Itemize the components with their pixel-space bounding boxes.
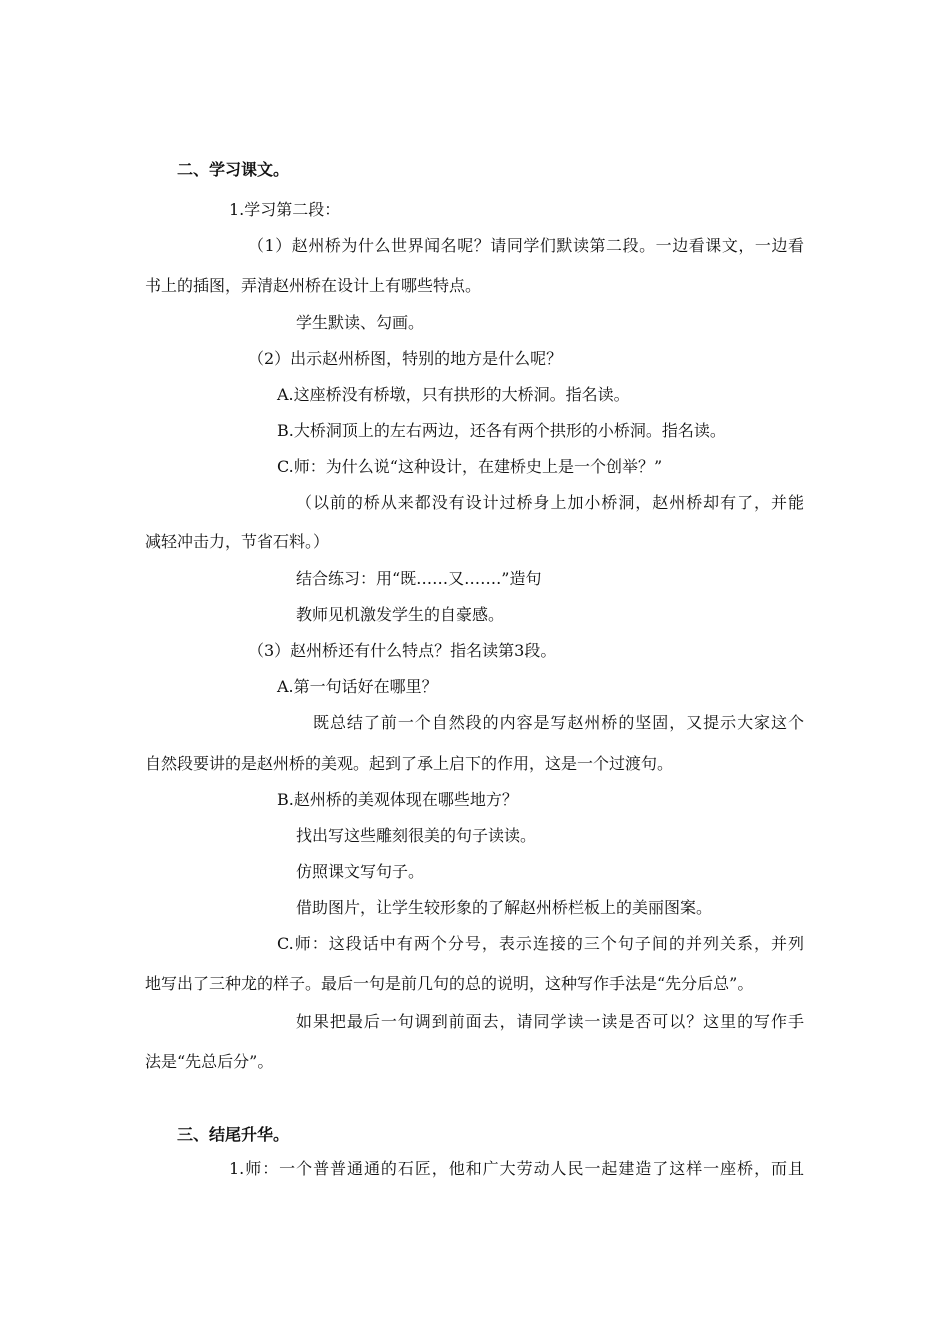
question-2-point-a: A.这座桥没有桥墩，只有拱形的大桥洞。指名读。 — [277, 385, 630, 404]
section-3-item-1-line-1: 1.师：一个普普通通的石匠，他和广大劳动人民一起建造了这样一座桥，而且 — [229, 1159, 804, 1178]
item-1-title: 1.学习第二段： — [229, 200, 341, 219]
question-3-point-b: B.赵州桥的美观体现在哪些地方？ — [277, 790, 518, 809]
question-3-point-a: A.第一句话好在哪里？ — [277, 677, 438, 696]
question-2: （2）出示赵州桥图，特别的地方是什么呢？ — [248, 349, 563, 368]
question-3-b-task-3: 借助图片，让学生较形象的了解赵州桥栏板上的美丽图案。 — [296, 898, 713, 917]
question-3-b-task-1: 找出写这些雕刻很美的句子读读。 — [296, 826, 537, 845]
question-3-b-task-2: 仿照课文写句子。 — [296, 862, 425, 881]
section-2-heading: 二、学习课文。 — [177, 160, 290, 179]
question-1-line-2: 书上的插图，弄清赵州桥在设计上有哪些特点。 — [145, 276, 482, 295]
question-3: （3）赵州桥还有什么特点？指名读第3段。 — [248, 641, 557, 660]
practice-exercise: 结合练习：用“既……又…….”造句 — [296, 569, 542, 588]
question-1-activity: 学生默读、勾画。 — [296, 313, 425, 332]
question-3-point-c-line-2: 地写出了三种龙的样子。最后一句是前几句的总的说明，这种写作手法是“先分后总”。 — [145, 974, 754, 993]
question-3-answer-line-1: 既总结了前一个自然段的内容是写赵州桥的坚固，又提示大家这个 — [313, 713, 804, 732]
question-2-answer-line-1: （以前的桥从来都没有设计过桥身上加小桥洞，赵州桥却有了，并能 — [296, 493, 804, 512]
section-3-heading: 三、结尾升华。 — [177, 1125, 290, 1144]
question-3-point-c-line-1: C.师：这段话中有两个分号，表示连接的三个句子间的并列关系，并列 — [277, 934, 804, 953]
question-2-point-c: C.师：为什么说“这种设计，在建桥史上是一个创举？” — [277, 457, 663, 476]
teacher-note: 教师见机激发学生的自豪感。 — [296, 605, 505, 624]
question-3-answer-line-2: 自然段要讲的是赵州桥的美观。起到了承上启下的作用，这是一个过渡句。 — [145, 754, 674, 773]
question-2-point-b: B.大桥洞顶上的左右两边，还各有两个拱形的小桥洞。指名读。 — [277, 421, 726, 440]
question-2-answer-line-2: 减轻冲击力，节省石料。） — [145, 532, 330, 551]
question-3-follow-up-line-1: 如果把最后一句调到前面去，请同学读一读是否可以？这里的写作手 — [296, 1012, 804, 1031]
question-3-follow-up-line-2: 法是“先总后分”。 — [145, 1052, 274, 1071]
question-1-line-1: （1）赵州桥为什么世界闻名呢？请同学们默读第二段。一边看课文，一边看 — [248, 236, 804, 255]
